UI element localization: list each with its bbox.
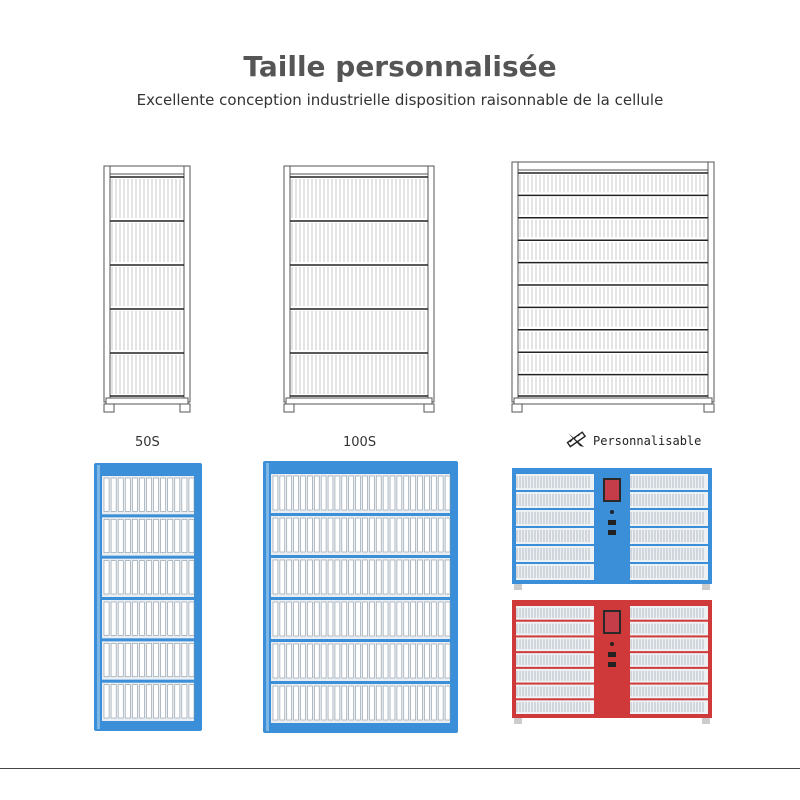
page-title: Taille personnalisée <box>243 50 557 83</box>
product-custom-red <box>512 600 712 726</box>
product-custom-blue <box>512 468 712 592</box>
label-100s: 100S <box>343 435 377 450</box>
label-custom <box>565 430 701 451</box>
label-custom-text: Personnalisable <box>593 433 702 448</box>
product-100s <box>263 461 458 733</box>
product-50s <box>94 463 202 731</box>
label-50s: 50S <box>135 435 160 450</box>
page-subtitle: Excellente conception industrielle disposition raisonnable de la cellule <box>136 91 664 109</box>
sketch-100s <box>280 162 438 418</box>
bottom-divider <box>0 768 800 769</box>
sketch-custom <box>508 158 718 418</box>
pencil-ruler-icon <box>565 430 587 451</box>
sketch-50s <box>100 162 194 418</box>
